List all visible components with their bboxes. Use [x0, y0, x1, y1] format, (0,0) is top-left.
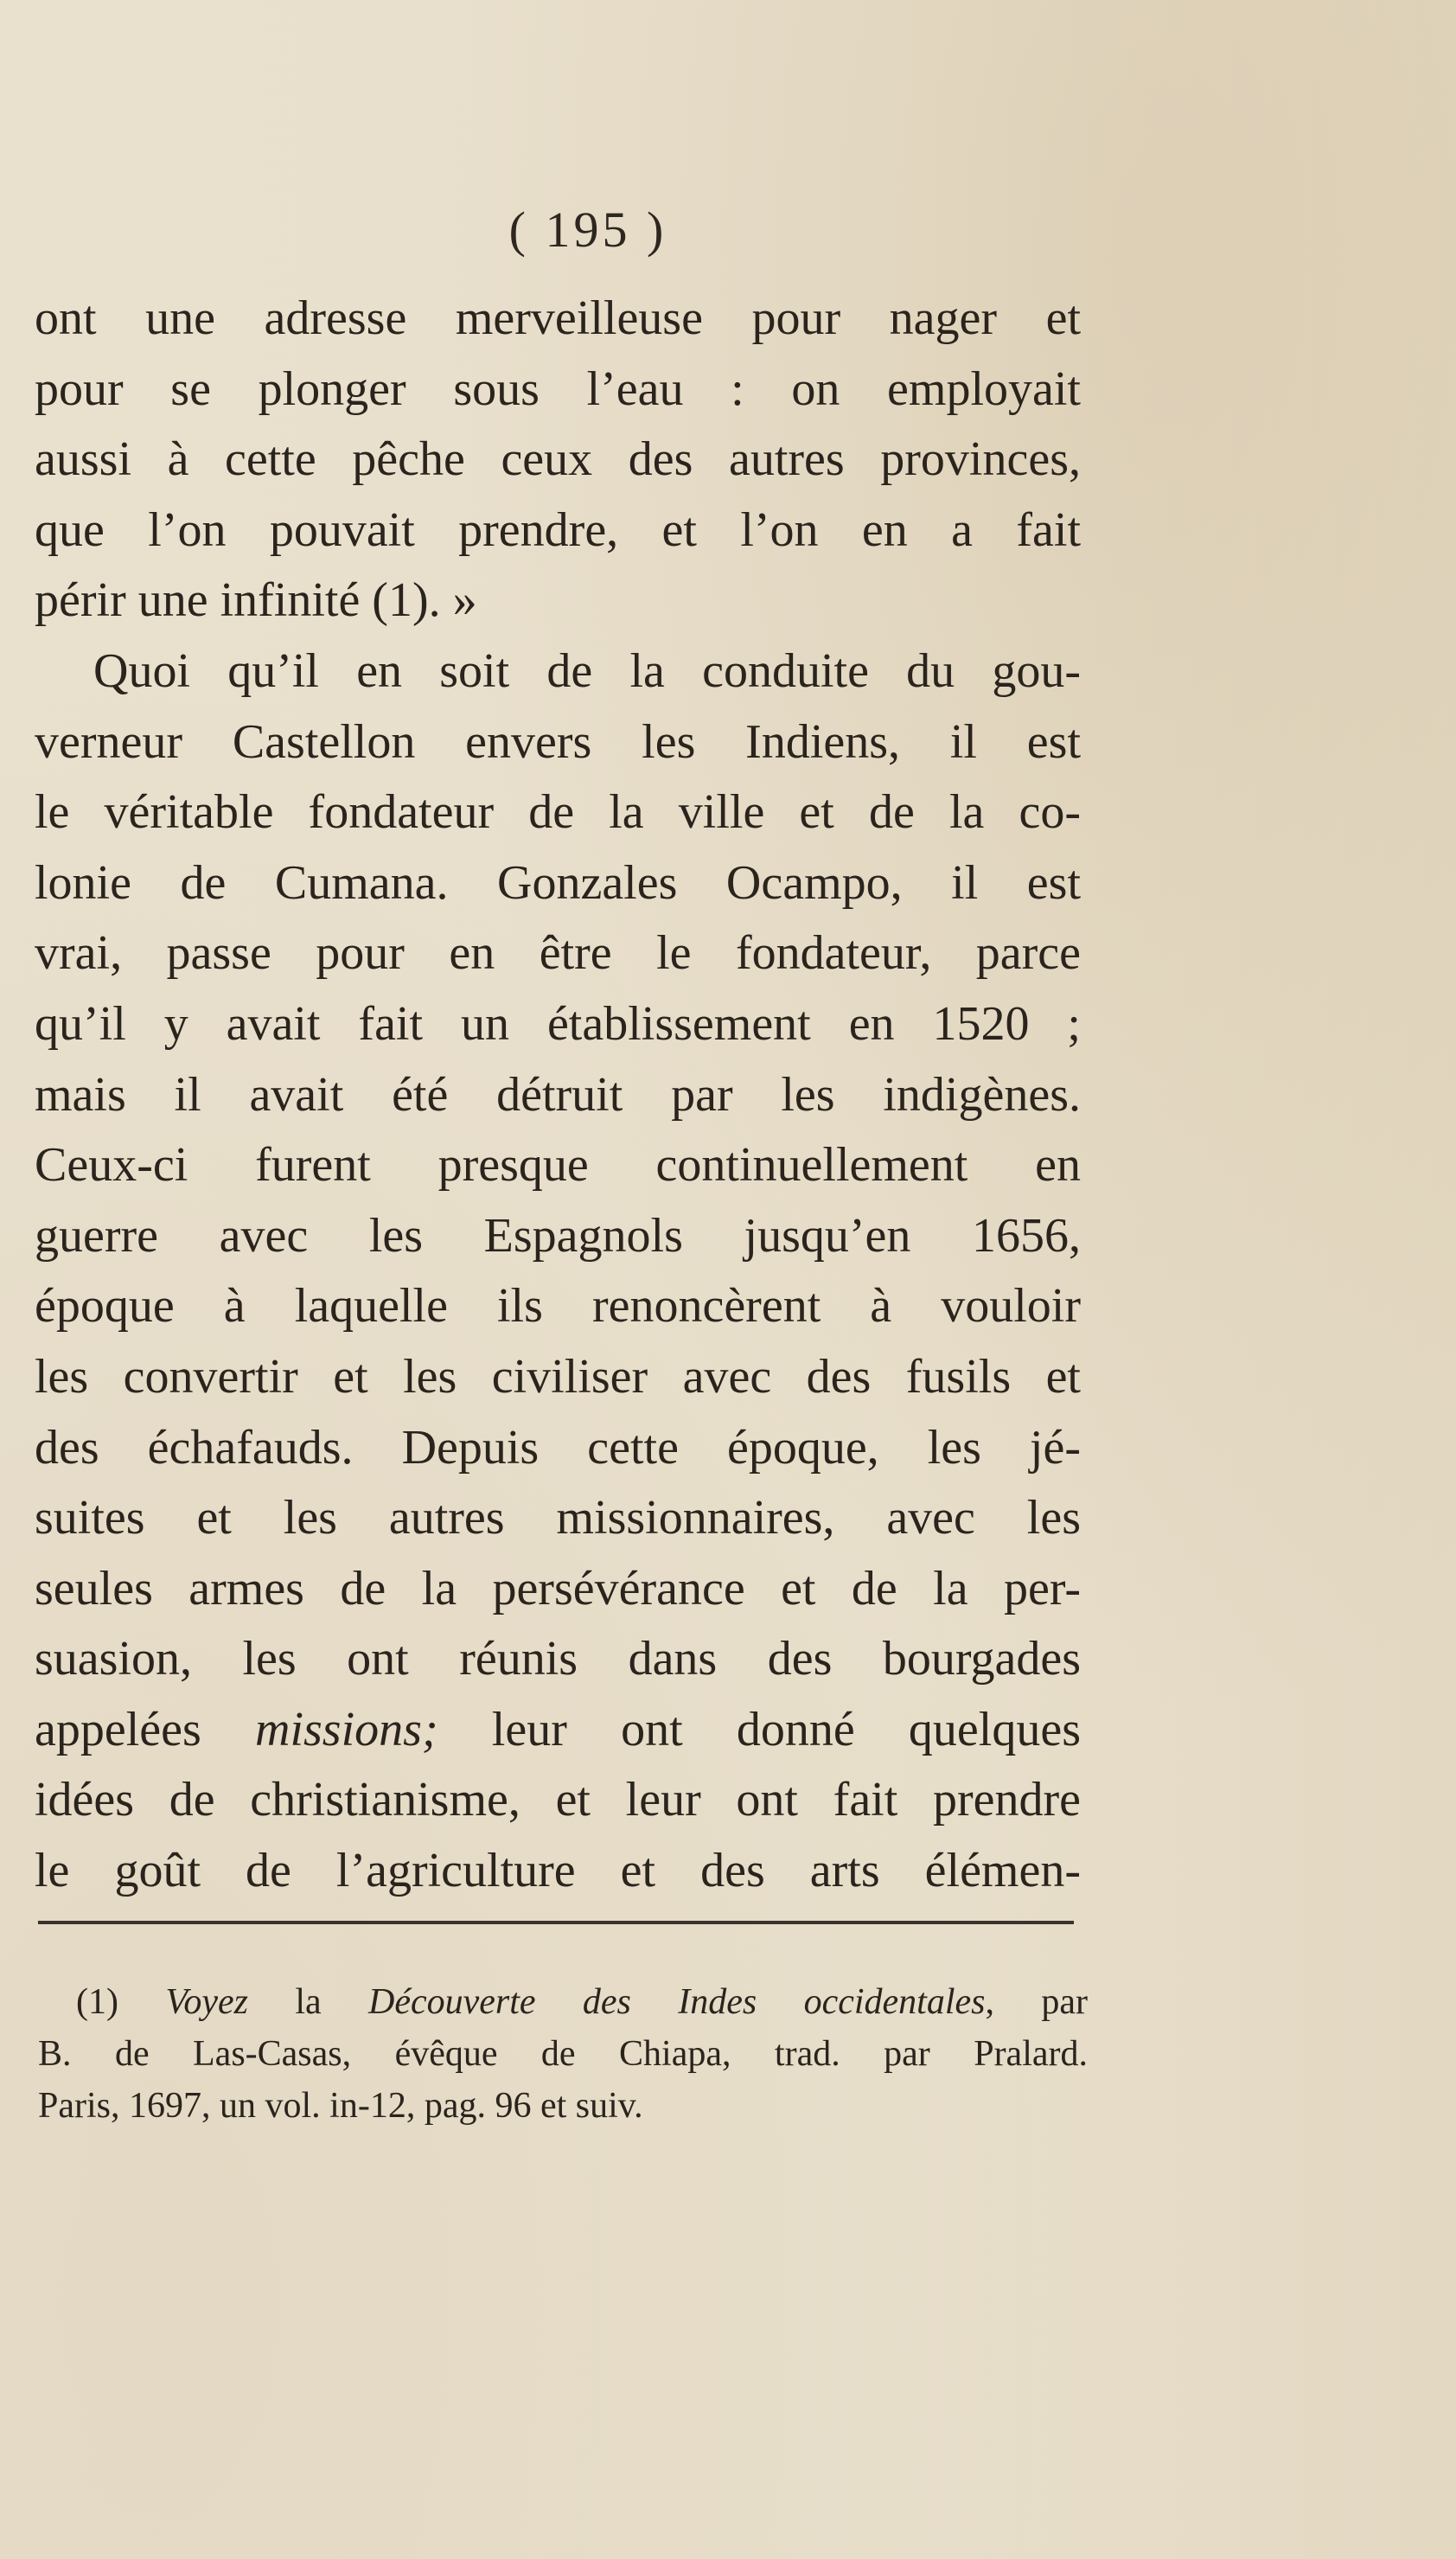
text-line: mais il avait été détruit par les indigènes. — [35, 1067, 1081, 1122]
text-segment: appelées — [35, 1702, 255, 1756]
text-segment: , par — [985, 1982, 1088, 2022]
text-line: suites et les autres missionnaires, avec les — [35, 1491, 1081, 1545]
text-line: Quoi qu’il en soit de la conduite du gou- — [93, 643, 1081, 698]
text-line: vrai, passe pour en être le fondateur, parce — [35, 926, 1081, 981]
footnote — [38, 1976, 1088, 2132]
italic-voyez: Voyez — [165, 1982, 248, 2022]
footnote-marker: (1) — [76, 1982, 166, 2022]
text-line: époque à laquelle ils renoncèrent à vouloir — [35, 1279, 1081, 1334]
text-line — [35, 1695, 1081, 1766]
body-text — [35, 284, 1081, 1907]
text-line: le véritable fondateur de la ville et de la co- — [35, 785, 1081, 840]
text-line: idées de christianisme, et leur ont fait prendre — [35, 1773, 1081, 1827]
text-line: aussi à cette pêche ceux des autres provinces, — [35, 432, 1081, 487]
text-line: des échafauds. Depuis cette époque, les jé- — [35, 1420, 1081, 1475]
text-line: qu’il y avait fait un établissement en 1520 ; — [35, 996, 1081, 1051]
text-line: verneur Castellon envers les Indiens, il est — [35, 714, 1081, 769]
text-line: lonie de Cumana. Gonzales Ocampo, il est — [35, 855, 1081, 910]
text-line: pour se plonger sous l’eau : on employait — [35, 361, 1081, 416]
text-line: seules armes de la persévérance et de la per- — [35, 1561, 1081, 1615]
text-segment: la — [247, 1982, 368, 2022]
page-number: ( 195 ) — [508, 202, 667, 258]
text-line: Ceux-ci furent presque continuellement en — [35, 1138, 1081, 1193]
footnote-line — [38, 1976, 1088, 2028]
text-line: ont une adresse merveilleuse pour nager et — [35, 291, 1081, 345]
footnote-line: B. de Las-Casas, évêque de Chiapa, trad. par Pralard. — [38, 2034, 1088, 2074]
footnote-line: Paris, 1697, un vol. in-12, pag. 96 et suiv. — [38, 2086, 643, 2126]
text-line: le goût de l’agriculture et des arts élémen- — [35, 1844, 1081, 1898]
text-line: périr une infinité (1). » — [35, 573, 477, 628]
footnote-rule — [38, 1921, 1074, 1924]
text-line: les convertir et les civiliser avec des fusils et — [35, 1349, 1081, 1404]
italic-book-title: Découverte des Indes occidentales — [368, 1982, 986, 2022]
italic-term-missions: missions; — [255, 1702, 438, 1756]
text-line: que l’on pouvait prendre, et l’on en a fait — [35, 502, 1081, 557]
text-line: suasion, les ont réunis dans des bourgades — [35, 1632, 1081, 1686]
text-line: guerre avec les Espagnols jusqu’en 1656, — [35, 1208, 1081, 1263]
text-segment: leur ont donné quelques — [437, 1702, 1081, 1756]
